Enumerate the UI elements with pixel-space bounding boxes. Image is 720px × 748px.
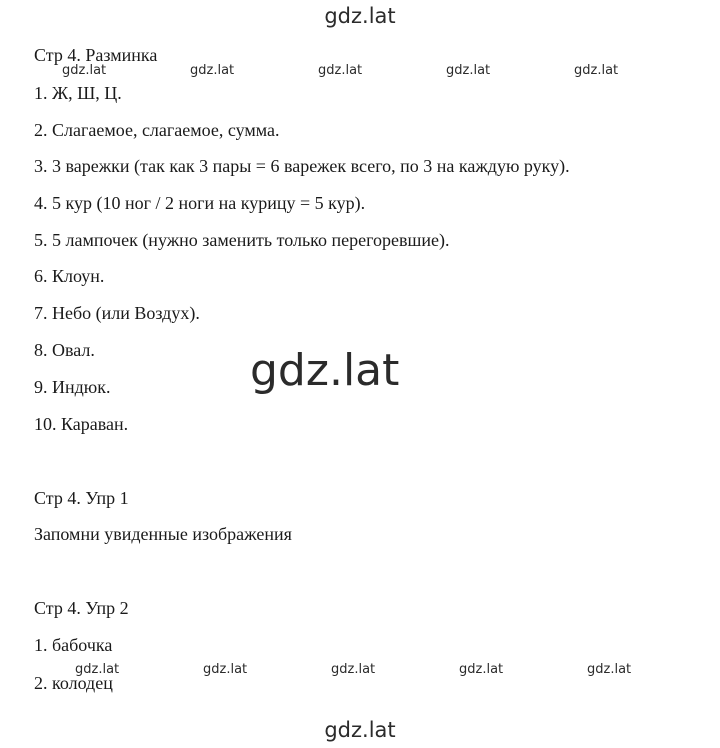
answer-line: 1. бабочка — [34, 635, 113, 655]
answer-line: 8. Овал. — [34, 340, 95, 360]
watermark-bottom: gdz.lat — [324, 718, 396, 742]
watermark-small: gdz.lat — [75, 662, 120, 677]
watermark-small: gdz.lat — [574, 63, 619, 78]
watermark-small: gdz.lat — [190, 63, 235, 78]
answer-line: 2. колодец — [34, 673, 113, 693]
answer-line: 1. Ж, Ш, Ц. — [34, 83, 122, 103]
answer-line: 3. 3 варежки (так как 3 пары = 6 варежек всего, по 3 на каждую руку). — [34, 156, 570, 176]
watermark-small: gdz.lat — [459, 662, 504, 677]
answer-line: 6. Клоун. — [34, 266, 105, 286]
watermark-small: gdz.lat — [587, 662, 632, 677]
watermark-small: gdz.lat — [331, 662, 376, 677]
watermark-top: gdz.lat — [324, 4, 396, 28]
answer-line: Запомни увиденные изображения — [34, 524, 292, 544]
answer-line: 5. 5 лампочек (нужно заменить только перегоревшие). — [34, 230, 450, 250]
watermark-small: gdz.lat — [318, 63, 363, 78]
answer-line: 9. Индюк. — [34, 377, 111, 397]
section-heading-ex2: Стр 4. Упр 2 — [34, 598, 129, 618]
answer-line: 2. Слагаемое, слагаемое, сумма. — [34, 120, 280, 140]
watermark-center: gdz.lat — [250, 345, 400, 396]
watermark-small: gdz.lat — [446, 63, 491, 78]
watermark-small: gdz.lat — [62, 63, 107, 78]
watermark-small: gdz.lat — [203, 662, 248, 677]
answer-line: 7. Небо (или Воздух). — [34, 303, 200, 323]
answer-line: 10. Караван. — [34, 414, 129, 434]
answer-line: 4. 5 кур (10 ног / 2 ноги на курицу = 5 кур). — [34, 193, 366, 213]
section-heading-warmup: Стр 4. Разминка — [34, 45, 158, 65]
section-heading-ex1: Стр 4. Упр 1 — [34, 488, 129, 508]
